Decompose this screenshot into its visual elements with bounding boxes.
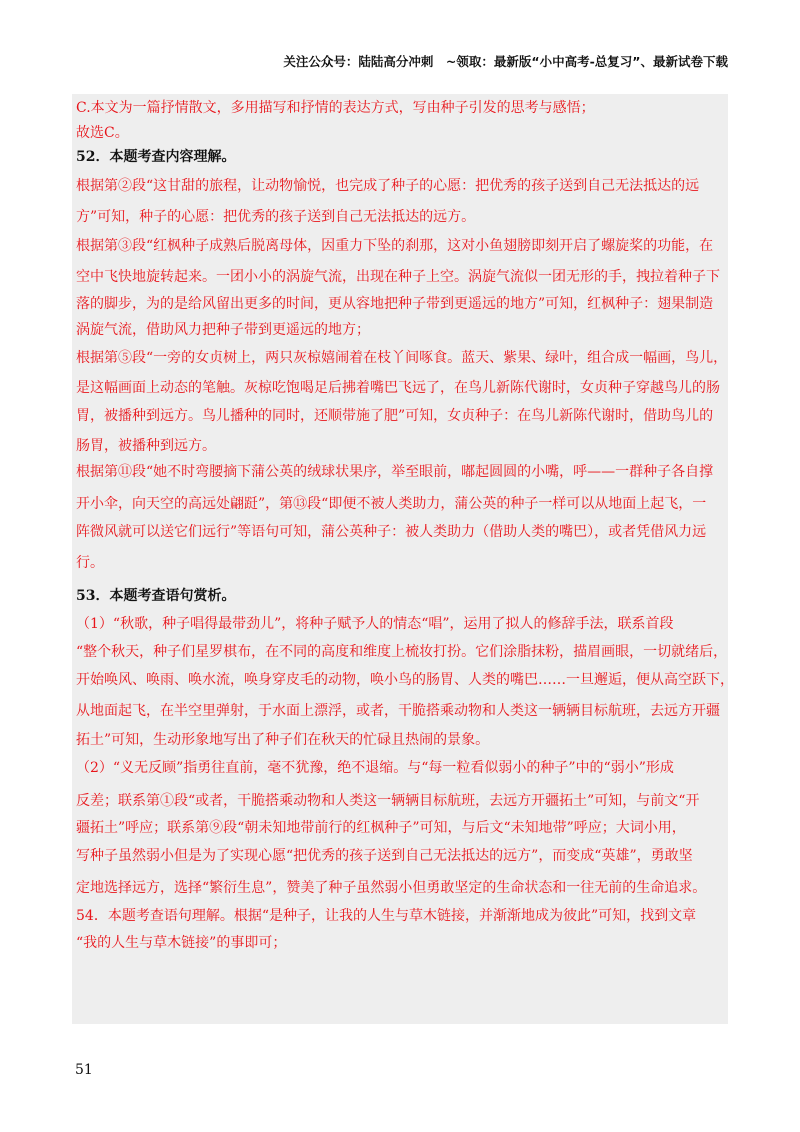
text-line: 涡旋气流，借助风力把种子带到更遥远的地方； bbox=[76, 322, 370, 338]
answer-content bbox=[72, 94, 734, 1024]
text-line: 故选C。 bbox=[76, 125, 129, 141]
text-line: “我的人生与草木链接”的事即可； bbox=[76, 935, 287, 951]
text-line: （2）“义无反顾”指勇往直前，毫不犹豫，绝不退缩。与“每一粒看似弱小的种子”中的“弱小”形成 bbox=[76, 760, 674, 776]
text-line: 根据第⑤段“一旁的女贞树上，两只灰椋嬉闹着在枝丫间啄食。蓝天、紫果、绿叶，组合成一幅画，鸟儿， bbox=[76, 350, 728, 366]
text-line: 54．本题考查语句理解。根据“是种子，让我的人生与草木链接，并渐渐地成为彼此”可知，找到文章 bbox=[76, 908, 697, 924]
page-number: 51 bbox=[75, 1062, 93, 1078]
page-header: 关注公众号：陆陆高分冲刺 ~领取：最新版“小中高考-总复习”、最新试卷下载 bbox=[283, 54, 728, 69]
text-line: 落的脚步，为的是给风留出更多的时间，更从容地把种子带到更遥远的地方”可知，红枫种子：翅果制造 bbox=[76, 296, 714, 312]
text-line: C.本文为一篇抒情散文，多用描写和抒情的表达方式，写由种子引发的思考与感悟； bbox=[76, 100, 595, 116]
text-line: 方”可知，种子的心愿：把优秀的孩子送到自己无法抵达的远方。 bbox=[76, 209, 476, 225]
text-line: 开始唤风、唤雨、唤水流，唤身穿皮毛的动物，唤小鸟的肠胃、人类的嘴巴……一旦邂逅，便从高空跃下， bbox=[76, 672, 734, 688]
text-line: 定地选择远方，选择“繁衍生息”，赞美了种子虽然弱小但勇敢坚定的生命状态和一往无前的生命追求。 bbox=[76, 880, 707, 896]
text-line: （1）“秋歌，种子唱得最带劲儿”，将种子赋予人的情态“唱”，运用了拟人的修辞手法，联系首段 bbox=[76, 616, 674, 632]
text-line: 52．本题考查内容理解。 bbox=[76, 149, 236, 165]
text-line: 53．本题考查语句赏析。 bbox=[76, 588, 236, 604]
text-line: 阵微风就可以送它们远行”等语句可知，蒲公英种子：被人类助力（借助人类的嘴巴），或者凭借风力远 bbox=[76, 524, 707, 540]
text-line: 疆拓土”呼应；联系第⑨段“朝未知地带前行的红枫种子”可知，与后文“未知地带”呼应；大词小用， bbox=[76, 820, 686, 836]
text-line: 是这幅画面上动态的笔触。灰椋吃饱喝足后拂着嘴巴飞远了，在鸟儿新陈代谢时，女贞种子穿越鸟儿的肠 bbox=[76, 380, 720, 396]
text-line: 胃，被播种到远方。鸟儿播种的同时，还顺带施了肥”可知，女贞种子：在鸟儿新陈代谢时，借助鸟儿的 bbox=[76, 408, 714, 424]
text-line: 写种子虽然弱小但是为了实现心愿“把优秀的孩子送到自己无法抵达的远方”，而变成“英雄”，勇敢坚 bbox=[76, 848, 693, 864]
text-line: 根据第⑪段“她不时弯腰摘下蒲公英的绒球状果序，举至眼前，嘟起圆圆的小嘴，呼——一群种子各自撑 bbox=[76, 464, 714, 480]
text-line: 空中飞快地旋转起来。一团小小的涡旋气流，出现在种子上空。涡旋气流似一团无形的手，拽拉着种子下 bbox=[76, 269, 720, 285]
text-line: 根据第②段“这甘甜的旅程，让动物愉悦，也完成了种子的心愿：把优秀的孩子送到自己无法抵达的远 bbox=[76, 178, 700, 194]
text-line: 从地面起飞，在半空里弹射，于水面上漂浮，或者，干脆搭乘动物和人类这一辆辆目标航班，去远方开疆 bbox=[76, 703, 720, 719]
text-line: 根据第③段“红枫种子成熟后脱离母体，因重力下坠的刹那，这对小鱼翅膀即刻开启了螺旋桨的功能，在 bbox=[76, 238, 714, 254]
text-line: 反差；联系第①段“或者，干脆搭乘动物和人类这一辆辆目标航班，去远方开疆拓土”可知，与前文“开 bbox=[76, 793, 700, 809]
text-line: 拓土”可知，生动形象地写出了种子们在秋天的忙碌且热闹的景象。 bbox=[76, 732, 490, 748]
text-line: “整个秋天，种子们星罗棋布，在不同的高度和维度上梳妆打扮。它们涂脂抹粉，描眉画眼，一切就绪后， bbox=[76, 644, 728, 660]
text-line: 开小伞，向天空的高远处翩跹”，第⑬段“即便不被人类助力，蒲公英的种子一样可以从地面上起飞，一 bbox=[76, 496, 707, 512]
text-line: 肠胃，被播种到远方。 bbox=[76, 438, 216, 454]
text-line: 行。 bbox=[76, 555, 104, 571]
